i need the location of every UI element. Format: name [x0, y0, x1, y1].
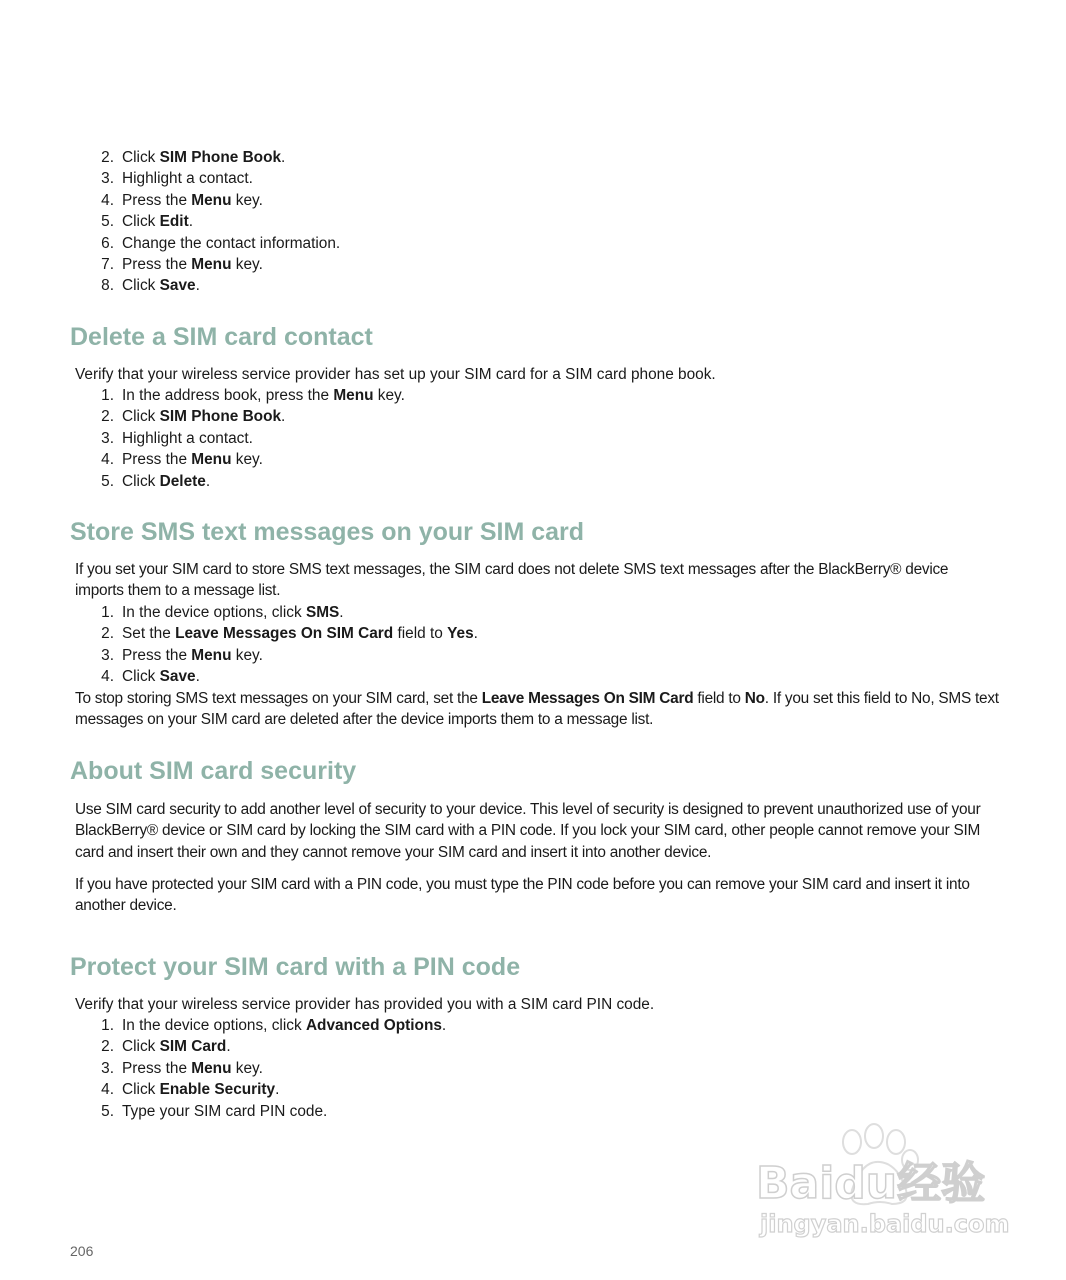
- watermark-url-text: jingyan.baidu.com: [760, 1210, 1010, 1238]
- list-item: 2. Click SIM Phone Book.: [101, 149, 286, 166]
- pin-intro: Verify that your wireless service provider has provided you with a SIM card PIN code.: [75, 996, 655, 1013]
- list-item: 1. In the device options, click Advanced Options.: [101, 1017, 447, 1034]
- list-item: 5. Type your SIM card PIN code.: [101, 1102, 328, 1120]
- watermark-brand-text: Baidu经验: [756, 1158, 986, 1209]
- list-item: 4. Click Enable Security.: [101, 1081, 280, 1099]
- list-item: 2. Click SIM Phone Book.: [101, 408, 286, 426]
- list-item: 2. Set the Leave Messages On SIM Card field to Yes.: [101, 625, 478, 643]
- list-item: 4. Click Save.: [101, 668, 200, 686]
- list-item: 5. Click Edit.: [101, 213, 193, 231]
- list-item: 7. Press the Menu key.: [101, 255, 263, 273]
- section-heading-delete: Delete a SIM card contact: [70, 323, 373, 351]
- pin-steps-list: [98, 1015, 698, 1122]
- list-item: 3. Press the Menu key.: [101, 646, 263, 664]
- list-item: 1. In the address book, press the Menu key.: [101, 387, 405, 404]
- section-heading-pin: Protect your SIM card with a PIN code: [70, 953, 521, 981]
- list-item: 3. Press the Menu key.: [101, 1059, 263, 1077]
- delete-steps-list: [98, 385, 698, 492]
- list-item: 5. Click Delete.: [101, 472, 211, 490]
- security-paragraph-1: Use SIM card security to add another level of security to your device. This level of security is designed to prevent unauthorized use of your BlackBerry® device or SIM card by locking the SIM card with a PIN code. If you lock your SIM card, other people cannot remove your SIM card and insert their own and they cannot remove your SIM card and insert it into another device.: [75, 801, 981, 861]
- section-heading-sms: Store SMS text messages on your SIM card: [70, 518, 585, 546]
- baidu-watermark-logo: [752, 1120, 1012, 1242]
- page-number: 206: [70, 1243, 94, 1259]
- list-item: 4. Press the Menu key.: [101, 451, 263, 469]
- sms-steps-list: [98, 602, 798, 688]
- list-item: 8. Click Save.: [101, 277, 200, 295]
- security-paragraph-2: If you have protected your SIM card with a PIN code, you must type the PIN code before you can remove your SIM card and insert it into another device.: [75, 876, 970, 915]
- sms-intro: If you set your SIM card to store SMS text messages, the SIM card does not delete SMS text messages after the BlackBerry® device imports them to a message list.: [75, 561, 949, 600]
- list-item: 4. Press the Menu key.: [101, 191, 263, 209]
- list-item: 1. In the device options, click SMS.: [101, 604, 344, 621]
- sms-note: To stop storing SMS text messages on your SIM card, set the Leave Messages On SIM Card field to No. If you set this field to No, SMS text messages on your SIM card are deleted after the device imports them to a message list.: [75, 690, 999, 729]
- list-item: 3. Highlight a contact.: [101, 429, 253, 447]
- list-item: 3. Highlight a contact.: [101, 170, 253, 188]
- continued-steps-list: [98, 147, 698, 297]
- section-heading-security: About SIM card security: [70, 757, 357, 785]
- list-item: 2. Click SIM Card.: [101, 1038, 231, 1056]
- list-item: 6. Change the contact information.: [101, 234, 341, 252]
- delete-intro: Verify that your wireless service provider has set up your SIM card for a SIM card phone book.: [75, 366, 716, 383]
